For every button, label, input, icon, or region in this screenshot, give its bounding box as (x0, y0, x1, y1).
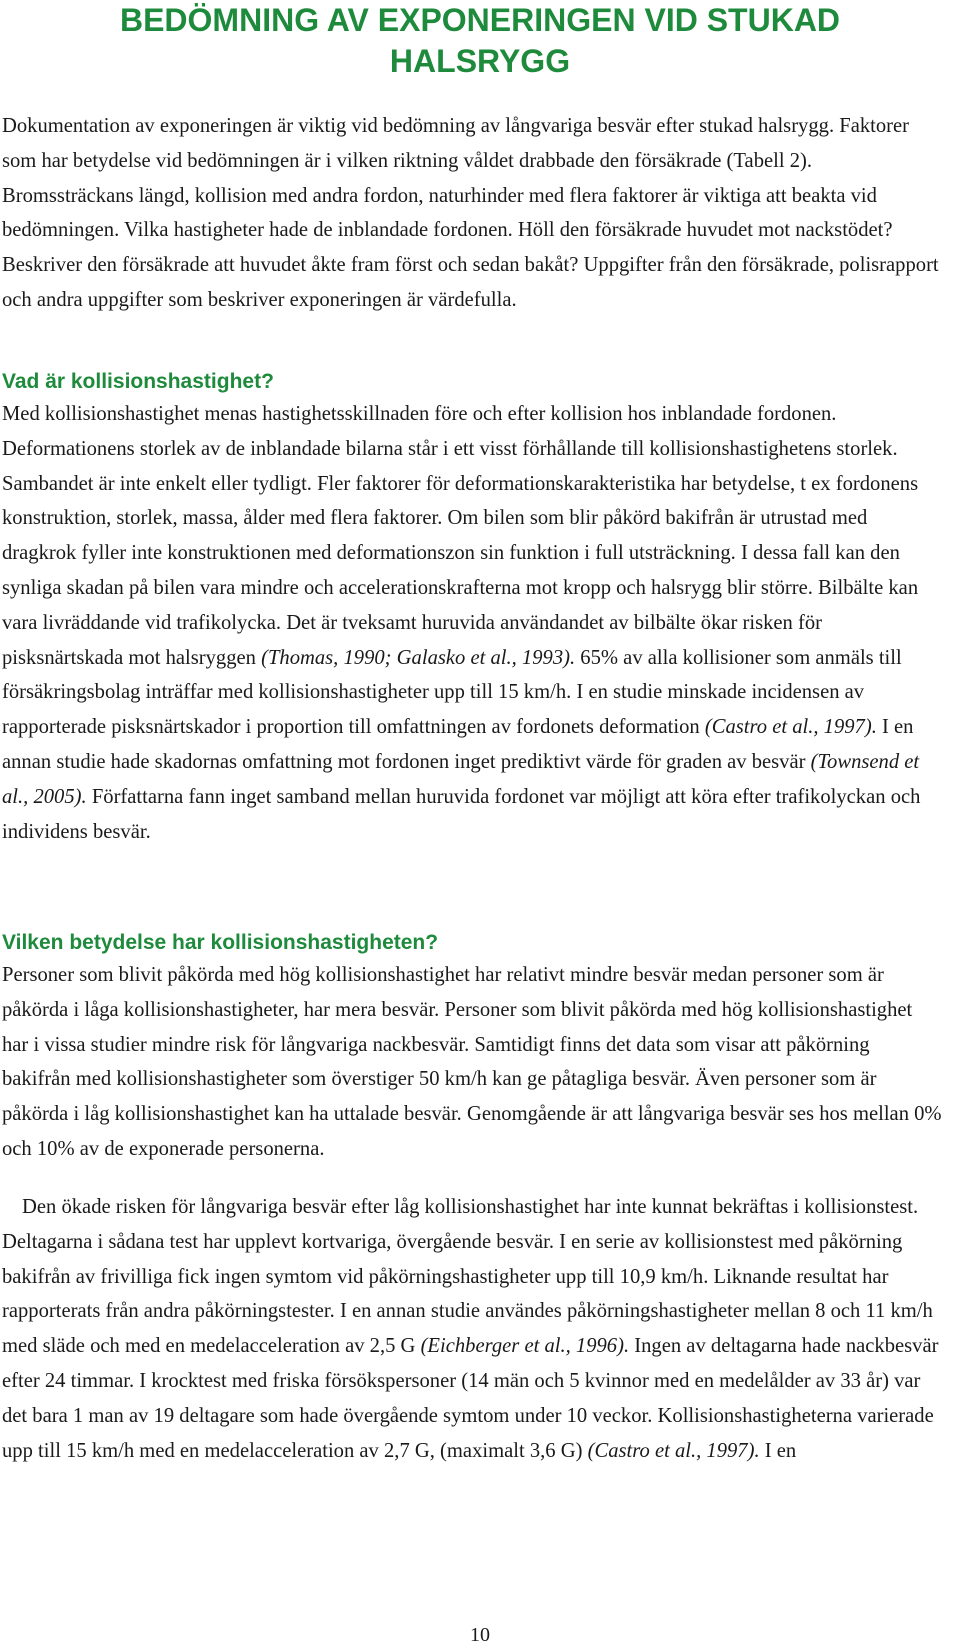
citation-townsend-2005: (Townsend et al., 2005). (2, 750, 920, 808)
page-title-line-1: BEDÖMNING AV EXPONERINGEN VID STUKAD (119, 2, 841, 38)
citation-thomas-galasko: (Thomas, 1990; Galasko et al., 1993). (261, 646, 576, 669)
section-2-text-2: Ingen av deltagarna hade nackbesvär efter 24 timmar. I krocktest med friska försökspersoner (14 män och 5 kvinnor med en medelålder av 33 år) var det bara 1 man av 19 deltagare som hade övergående symtom under 10 veckor. Kollisionshastigheterna varierade upp till 15 km/h med en medelacceleration av 2,7 G, (maximalt 3,6 G) (2, 1335, 939, 1462)
section-2-text-1: Den ökade risken för långvariga besvär efter låg kollisionshastighet har inte kunnat bekräftas i kollisionstest. Deltagarna i sådana test har upplevt kortvariga, övergående besvär. I en serie av kollisionstest med påkörning bakifrån av frivilliga fick ingen symtom vid påkörningshastigheter upp till 10,9 km/h. Liknande resultat har rapporterats från andra påkörningstester. I en annan studie användes påkörningshastigheter mellan 8 och 11 km/h med släde och med en medelacceleration av 2,5 G (2, 1196, 933, 1358)
section-2-paragraph-1: Personer som blivit påkörda med hög kollisionshastighet har relativt mindre besvär medan personer som är påkörda i låga kollisionshastigheter, har mera besvär. Personer som blivit påkörda med hög kollisionshastighet har i vissa studier mindre risk för långvariga nackbesvär. Samtidigt finns det data som visar att påkörning bakifrån med kollisionshastigheter som överstiger 50 km/h kan ge påtagliga besvär. Även personer som är påkörda i låg kollisionshastighet kan ha uttalade besvär. Genomgående är att långvariga besvär ses hos mellan 0% och 10% av de exponerade personerna. (2, 964, 942, 1160)
citation-castro-1997-b: (Castro et al., 1997). (587, 1439, 760, 1462)
page-title-line-2: HALSRYGG (389, 43, 571, 79)
section-1-text-3: I en annan studie hade skadornas omfattning mot fordonen inget prediktivt värde för graden av besvär (2, 716, 914, 773)
section-2-text-3: I en (759, 1439, 797, 1462)
citation-eichberger-1996: (Eichberger et al., 1996). (420, 1335, 630, 1358)
page-number: 10 (470, 1624, 490, 1646)
page-title (0, 0, 960, 82)
section-1-text-1: Med kollisionshastighet menas hastighetsskillnaden före och efter kollision hos inblandade fordonen. Deformationens storlek av de inblandade bilarna står i ett visst förhållande till kollisionshastighetens storlek. Sambandet är inte enkelt eller tydligt. Fler faktorer för deformationskarakteristika har betydelse, t ex fordonens konstruktion, storlek, massa, ålder med flera faktorer. Om bilen som blir påkörd bakifrån är utrustad med dragkrok fyller inte konstruktionen med deformationszon sin funktion i full utsträckning. I dessa fall kan den synliga skadan på bilen vara mindre och accelerationskrafterna mot kropp och halsrygg blir större. Bilbälte kan vara livräddande vid trafikolycka. Det är tveksamt huruvida användandet av bilbälte ökar risken för pisksnärtskada mot halsryggen (2, 403, 919, 669)
section-heading-betydelse: Vilken betydelse har kollisionshastigheten? (2, 931, 439, 954)
citation-castro-1997: (Castro et al., 1997). (704, 716, 877, 739)
section-heading-kollisionshastighet: Vad är kollisionshastighet? (2, 370, 274, 393)
section-1-paragraph (2, 397, 942, 849)
section-1-text-2: 65% av alla kollisioner som anmäls till försäkringsbolag inträffar med kollisionshastigheter upp till 15 km/h. I en studie minskade incidensen av rapporterade pisksnärtskador i proportion till omfattningen av fordonets deformation (2, 646, 902, 739)
intro-paragraph: Dokumentation av exponeringen är viktig vid bedömning av långvariga besvär efter stukad halsrygg. Faktorer som har betydelse vid bedömningen är i vilken riktning våldet drabbade den försäkrade (Tabell 2). Bromssträckans längd, kollision med andra fordon, naturhinder med flera faktorer är viktiga att beakta vid bedömningen. Vilka hastigheter hade de inblandade fordonen. Höll den försäkrade huvudet mot nackstödet? Beskriver den försäkrade att huvudet åkte fram först och sedan bakåt? Uppgifter från den försäkrade, polisrapport och andra uppgifter som beskriver exponeringen är värdefulla. (2, 115, 939, 311)
section-1-text-4: Författarna fann inget samband mellan huruvida fordonet var möjligt att köra efter trafikolyckan och individens besvär. (2, 785, 921, 843)
section-2-paragraph-2 (2, 1190, 942, 1468)
